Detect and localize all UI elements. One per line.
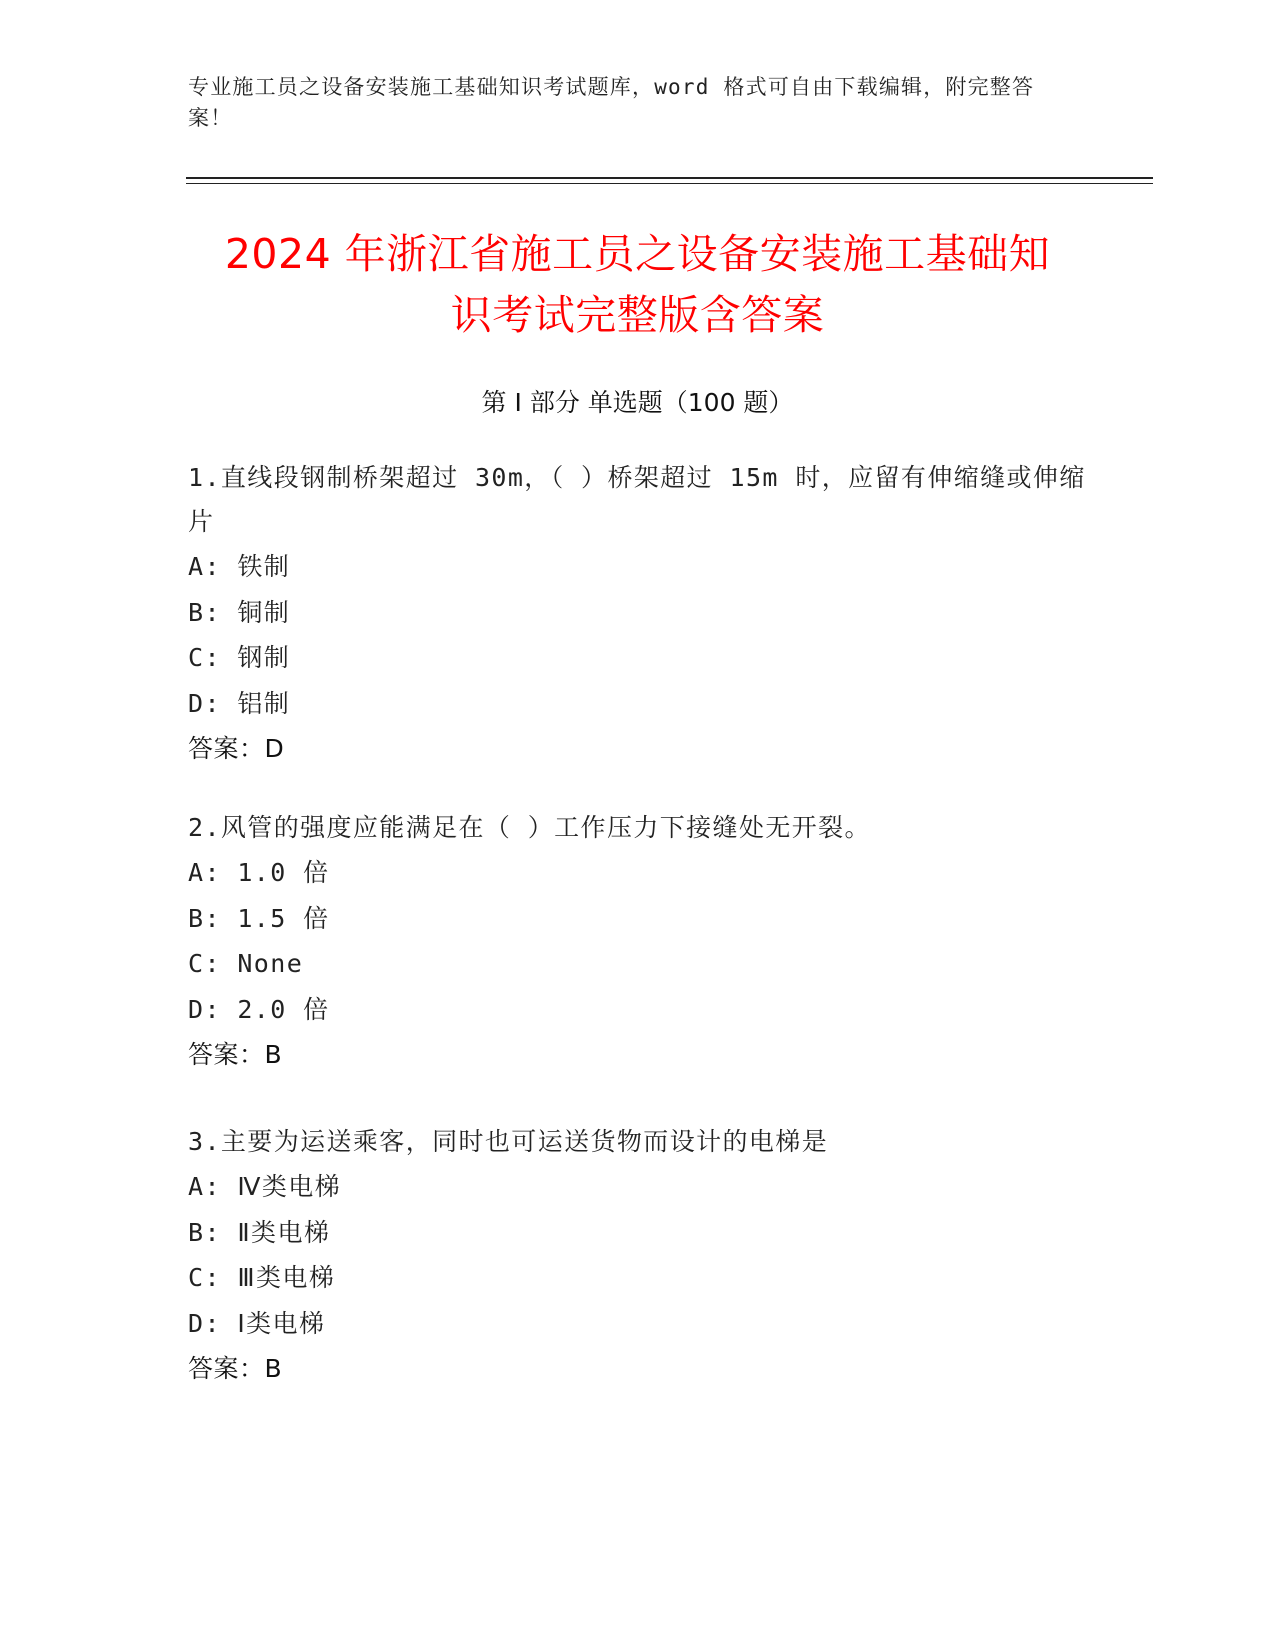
question-option-b: B: Ⅱ类电梯 <box>188 1217 331 1247</box>
question-option-a: A: 1.0 倍 <box>188 858 330 887</box>
question-answer: 答案：B <box>188 1354 283 1383</box>
question-option-c: C: Ⅲ类电梯 <box>188 1263 336 1292</box>
question-option-a: A: Ⅳ类电梯 <box>188 1172 342 1201</box>
question-answer: 答案：B <box>188 1040 283 1069</box>
question-option-c: C: None <box>188 949 304 978</box>
question-answer: 答案：D <box>188 734 285 763</box>
question-option-a: A: 铁制 <box>188 552 291 581</box>
question-stem: 1.直线段钢制桥架超过 30m，（ ）桥架超过 15m 时，应留有伸缩缝或伸缩片 <box>188 463 1086 536</box>
question-option-c: C: 钢制 <box>188 643 291 672</box>
document-title-line-2: 识考试完整版含答案 <box>450 291 825 339</box>
header-divider-thick <box>186 177 1153 179</box>
question-option-d: D: 铝制 <box>188 688 291 718</box>
question-2 <box>188 806 1088 1078</box>
question-1 <box>188 456 1088 772</box>
question-stem: 2.风管的强度应能满足在（ ）工作压力下接缝处无开裂。 <box>188 813 871 842</box>
document-title-line-1: 2024 年浙江省施工员之设备安装施工基础知 <box>224 230 1051 278</box>
question-stem: 3.主要为运送乘客，同时也可运送货物而设计的电梯是 <box>188 1127 829 1156</box>
question-option-b: B: 1.5 倍 <box>188 903 330 933</box>
question-3 <box>188 1120 1088 1392</box>
question-option-d: D: 2.0 倍 <box>188 994 330 1024</box>
question-option-b: B: 铜制 <box>188 597 291 627</box>
section-title: 第 I 部分 单选题（100 题） <box>481 388 794 417</box>
header-note: 专业施工员之设备安装施工基础知识考试题库，word 格式可自由下载编辑，附完整答案！ <box>188 75 1035 130</box>
document-title <box>120 224 1155 346</box>
question-option-d: D: Ⅰ类电梯 <box>188 1308 326 1338</box>
header-divider-thin <box>186 183 1153 184</box>
